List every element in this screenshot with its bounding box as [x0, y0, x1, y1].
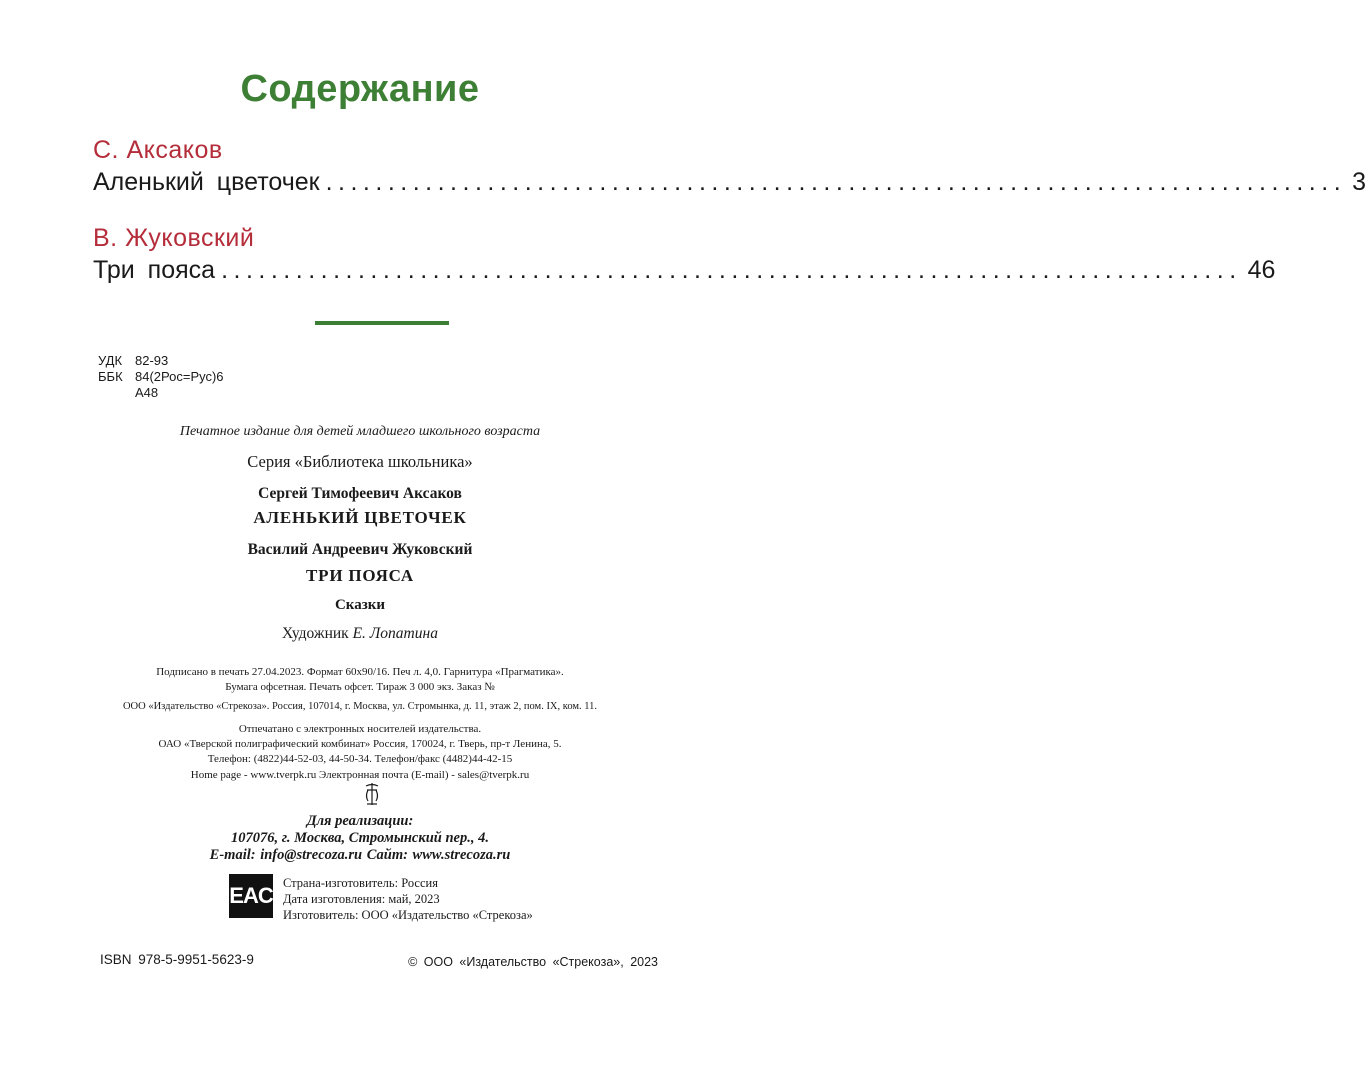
- printer-logo-icon: [362, 782, 382, 806]
- toc-entry-title: Аленький цветочек: [93, 168, 320, 196]
- toc-leader-dots: ..................................................................................: [325, 168, 1347, 196]
- toc-leader-dots: ..................................................................................: [221, 256, 1242, 284]
- eac-mark-icon: EAC: [229, 874, 273, 918]
- manufacturer-name: Изготовитель: ООО «Издательство «Стрекоза»: [283, 908, 533, 922]
- print-specs-line: Подписано в печать 27.04.2023. Формат 60х90/16. Печ л. 4,0. Гарнитура «Прагматика».: [156, 666, 564, 678]
- illustrator-label: Художник: [282, 625, 349, 642]
- toc-entry-title: Три пояса: [93, 256, 216, 284]
- green-divider: [315, 321, 449, 325]
- series-name: Серия «Библиотека школьника»: [247, 452, 473, 471]
- work-title-tri-poyasa: ТРИ ПОЯСА: [306, 566, 414, 585]
- udk-value: 82-93: [135, 353, 169, 368]
- illustrator-name: Е. Лопатина: [352, 625, 438, 642]
- work-author-zhukovsky: Василий Андреевич Жуковский: [247, 541, 473, 558]
- bbk-value: 84(2Рос=Рус)6: [135, 369, 224, 384]
- printer-line: Отпечатано с электронных носителей издательства.: [238, 723, 482, 735]
- printer-line: Home page - www.tverpk.ru Электронная почта (E-mail) - sales@tverpk.ru: [190, 768, 530, 781]
- sales-address: 107076, г. Москва, Стромынский пер., 4.: [231, 830, 489, 846]
- manufacturer-date: Дата изготовления: май, 2023: [283, 892, 440, 906]
- genre-label: Сказки: [334, 597, 386, 613]
- illustrator-line: [0, 625, 720, 643]
- print-specs-line: Бумага офсетная. Печать офсет. Тираж 3 000 экз. Заказ №: [225, 681, 495, 693]
- bbk-line: [98, 369, 224, 385]
- toc-entry-page: 3: [1352, 168, 1366, 196]
- toc-title: Содержание: [240, 68, 480, 110]
- toc-entry-tri-poyasa[interactable]: [93, 256, 1276, 285]
- bbk-label: ББК: [98, 369, 123, 384]
- isbn: ISBN 978-5-9951-5623-9: [100, 952, 254, 967]
- sales-contacts: E-mail: info@strecoza.ru Сайт: www.strecoza.ru: [209, 847, 511, 863]
- publisher-address: ООО «Издательство «Стрекоза». Россия, 107014, г. Москва, ул. Стромынка, д. 11, этаж 2, пом. IX, ком. 11.: [122, 701, 598, 712]
- audience-note: Печатное издание для детей младшего школьного возраста: [179, 424, 541, 439]
- toc-author-aksakov: С. Аксаков: [93, 136, 223, 164]
- printer-line: Телефон: (4822)44-52-03, 44-50-34. Телефон/факс (4482)44-42-15: [207, 753, 513, 766]
- sales-label: Для реализации:: [306, 813, 414, 829]
- work-author-aksakov: Сергей Тимофеевич Аксаков: [258, 485, 462, 502]
- print-specs: [60, 665, 660, 695]
- toc-entry-page: 46: [1247, 256, 1276, 284]
- udk-line: [98, 353, 168, 369]
- manufacturer-country: Страна-изготовитель: Россия: [283, 876, 438, 890]
- toc-entry-alenkiy-tsvetochek[interactable]: [93, 168, 1366, 197]
- udk-label: УДК: [98, 353, 123, 368]
- toc-author-zhukovsky: В. Жуковский: [93, 224, 255, 252]
- work-title-alenkiy-tsvetochek: АЛЕНЬКИЙ ЦВЕТОЧЕК: [253, 508, 467, 527]
- author-mark-line: [98, 385, 158, 401]
- author-mark-value: А48: [135, 385, 159, 400]
- printer-line: ОАО «Тверской полиграфический комбинат» Россия, 170024, г. Тверь, пр-т Ленина, 5.: [158, 738, 562, 751]
- printer-info: [60, 722, 660, 783]
- copyright: © ООО «Издательство «Стрекоза», 2023: [408, 955, 658, 969]
